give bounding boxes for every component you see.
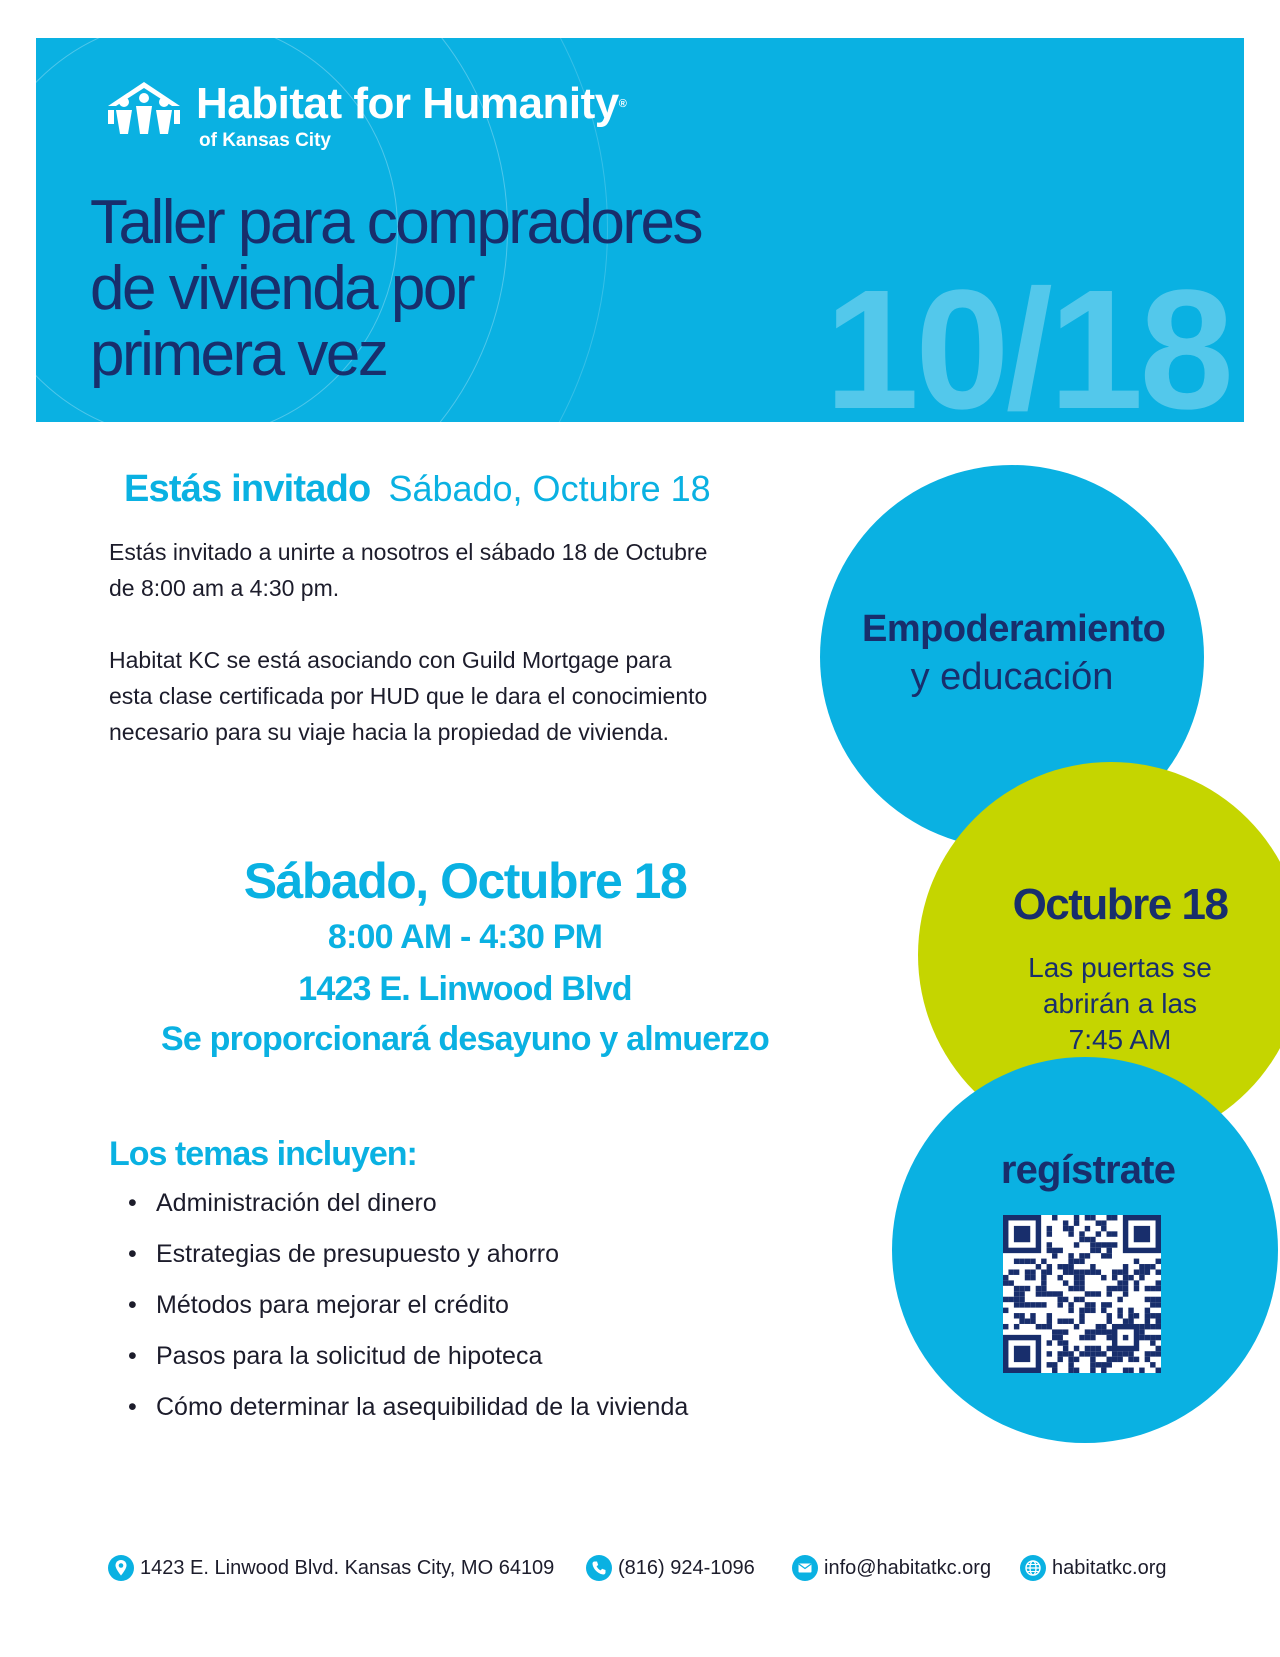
invite-paragraph: [109, 534, 829, 606]
list-item: • Pasos para la solicitud de hipoteca: [128, 1339, 688, 1390]
footer-address: [108, 1548, 554, 1588]
title-line: primera vez: [90, 320, 387, 389]
invite-heading: [124, 468, 711, 511]
footer-address-text: 1423 E. Linwood Blvd. Kansas City, MO 64109: [140, 1556, 555, 1579]
list-item: • Cómo determinar la asequibilidad de la vivienda: [128, 1390, 688, 1441]
empowerment-subtitle: y educación: [910, 656, 1114, 698]
footer-website[interactable]: [1020, 1548, 1167, 1588]
globe-icon: [1020, 1555, 1046, 1581]
footer-website-text[interactable]: habitatkc.org: [1052, 1556, 1167, 1579]
invite-date: Sábado, Octubre 18: [388, 468, 711, 509]
logo-wordmark: Habitat for Humanity®: [196, 79, 627, 128]
event-time: 8:00 AM - 4:30 PM: [327, 918, 603, 956]
big-date-watermark: 10/18: [824, 255, 1230, 422]
paragraph-line: Estás invitado a unirte a nosotros el sábado 18 de Octubre: [109, 539, 708, 565]
paragraph-line: esta clase certificada por HUD que le dara el conocimiento: [109, 683, 708, 709]
paragraph-line: necesario para su viaje hacia la propiedad de vivienda.: [109, 719, 670, 745]
topics-list: [128, 1186, 688, 1441]
list-item: • Estrategias de presupuesto y ahorro: [128, 1237, 688, 1288]
contact-footer: [0, 1548, 1280, 1588]
register-label[interactable]: regístrate: [1000, 1148, 1176, 1192]
habitat-logo: [102, 80, 626, 152]
list-item: • Métodos para mejorar el crédito: [128, 1288, 688, 1339]
logo-subtitle: of Kansas City: [199, 130, 331, 151]
doors-line: 7:45 AM: [1068, 1024, 1172, 1055]
email-icon: [792, 1555, 818, 1581]
list-item: • Administración del dinero: [128, 1186, 688, 1237]
event-meals-note: Se proporcionará desayuno y almuerzo: [161, 1020, 769, 1058]
location-pin-icon: [108, 1555, 134, 1581]
event-address: 1423 E. Linwood Blvd: [298, 970, 632, 1008]
doors-line: Las puertas se: [1028, 952, 1212, 983]
header-banner: [36, 38, 1244, 422]
circle-date: Octubre 18: [1012, 880, 1228, 929]
topics-heading: Los temas incluyen:: [109, 1135, 417, 1173]
doors-open-note: [980, 950, 1260, 1058]
phone-icon: [586, 1555, 612, 1581]
paragraph-line: de 8:00 am a 4:30 pm.: [109, 575, 340, 601]
event-date: Sábado, Octubre 18: [243, 853, 687, 909]
qr-code-icon[interactable]: [1003, 1215, 1161, 1373]
title-line: Taller para compradores: [90, 188, 702, 257]
paragraph-line: Habitat KC se está asociando con Guild Mortgage para: [109, 647, 672, 673]
page-title: [90, 190, 830, 388]
invite-title: Estás invitado: [124, 468, 371, 510]
empowerment-title: Empoderamiento: [862, 608, 1166, 650]
footer-email[interactable]: [792, 1548, 991, 1588]
doors-line: abrirán a las: [1042, 988, 1198, 1019]
habitat-house-people-icon: [102, 80, 186, 136]
footer-phone-text[interactable]: (816) 924-1096: [618, 1556, 755, 1579]
title-line: de vivienda por: [90, 254, 473, 323]
partnership-paragraph: [109, 642, 829, 750]
footer-email-text[interactable]: info@habitatkc.org: [824, 1556, 992, 1579]
footer-phone[interactable]: [586, 1548, 755, 1588]
